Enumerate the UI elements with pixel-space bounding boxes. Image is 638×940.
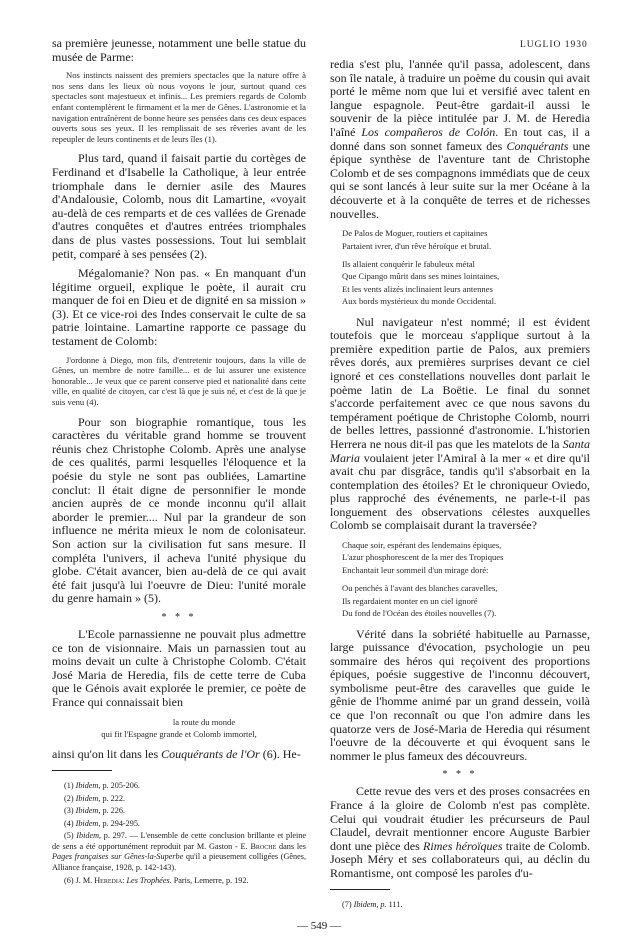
italic-text: Pages françaises sur Gênes-la-Superbe bbox=[52, 852, 184, 862]
text-segment: (5) bbox=[64, 831, 77, 841]
italic-text: Ibidem, p. bbox=[353, 899, 387, 909]
text-segment: , p. 205-206. bbox=[98, 780, 140, 790]
text-segment: ainsi qu'on lit dans les bbox=[52, 747, 162, 762]
footnotes bbox=[52, 781, 306, 886]
footnote bbox=[52, 806, 306, 817]
italic-text: Rimes héroïques bbox=[423, 838, 503, 853]
verse-line: Ou penchés à l'avant des blanches caravelles, bbox=[342, 583, 498, 594]
verse-quote bbox=[342, 539, 590, 619]
text-segment: Nul navigateur n'est nommé; il est évident toutefois que le morceau s'applique surtout à la première expedition partie de Palos, aux premiers rêves dorés, aux premières surprises devant ce ciel ignoré et ces constellations nouvelles dont parlait le poème latin de La Boëtie. Le final du sonnet s'accorde perfaitement avec ce que nous savons du tempérament poétique de Christophe Colomb, nourri de belles lettres, passionné d'astronomie. L'historien Herrera ne nous dit-il pas que les matelots de la bbox=[330, 314, 590, 451]
text-segment: Nos instincts naissent des premiers spectacles que la nature offre à nos sens dans les lieux où nous voyons le jour, surtout quand ces spectacles sont majestueux et infinis... Les premiers regards de Colomb enfant contemplèrent le firmament et la mer de Gênes. L'astronomie et la navigation entraînèrent de bonne heure ses pensées dans ces deux espaces ouverts sous ses yeux. Il les remplissait de ses rêveries avant de les repeupler de leurs continents et de leurs îles (1). bbox=[52, 70, 306, 144]
text-segment: voulaient jeter l'Amiral à la mer « et dire qu'il avait chu par disgrâce, tandis qu'il s'absorbait en la contemplation des étoiles? Et le chroniqueur Oviedo, plus rapproché des événements, ne parle-t-il pas longuement des observations célestes auxquelles Colomb se complaisait durant la traversée? bbox=[330, 450, 590, 533]
text-segment: (6). He- bbox=[259, 747, 301, 762]
italic-text: Ibidem bbox=[75, 793, 99, 803]
verse-line: qui fit l'Espagne grande et Colomb immortel, bbox=[101, 728, 257, 739]
italic-text: Los compañeros de Colón bbox=[361, 124, 496, 139]
text-segment: . Paris, Lemerre, p. 192. bbox=[169, 875, 249, 885]
verse-line: Enchantait leur sommeil d'un mirage doré: bbox=[342, 564, 489, 575]
text-segment: J'ordonne à Diego, mon fils, d'entretenir toujours, dans la ville de Gênes, un membre de notre famille... et de lui assurer une existence honorable... Je veux que ce parent conserve pied et nationalité dans cette ville, en qualité de citoyen, car c'est là que je suis né, et c'est de là que je suis venu (4). bbox=[52, 354, 306, 408]
italic-text: Ibidem bbox=[76, 831, 100, 841]
text-segment: (1) bbox=[64, 780, 76, 790]
verse-line: Partaient ivrer, d'un rêve héroïque et brutal. bbox=[342, 240, 492, 251]
paragraph bbox=[52, 267, 306, 349]
paragraph bbox=[52, 628, 306, 710]
text-segment: Pour son biographie romantique, tous les caractères du véritable grand homme se trouvent réunis chez Christophe Colomb. Après une analyse de ces qualités, parmi lesquelles l'éloquence et la poésie du style ne sont pas oubliées, Lamartine conclut: Il était digne de personnifier le monde ancien auprès de ce monde inconnu qu'il allait aborder le premier.... Nul par la grandeur de son influence ne mérita mieux le nom de colonisateur. Son action sur la civilisation fut sans mesure. Il compléta l'univers, il acheva l'unité physique du globe. C'était avancer, bien au-delà de ce qui avait été fait jusqu'à lui l'oeuvre de Dieu: l'unité morale du genre hamain » (5). bbox=[52, 414, 306, 606]
footnote bbox=[52, 819, 306, 830]
verse-line: L'azur phosphorescent de la mer des Tropiques bbox=[342, 552, 504, 563]
verse-line: Ils allaient conquérir le fabuleux métal bbox=[342, 258, 475, 269]
paragraph bbox=[52, 416, 306, 606]
text-segment: 111. bbox=[386, 899, 403, 909]
footnote-rule bbox=[52, 770, 112, 771]
text-segment: Cette revue des vers et des proses consacrées en France á la gloire de Colomb n'est pas complète. Celui qui voudrait étudier les précurseurs de Paul Claudel, devrait mentionner encore Auguste Barbier dont une pièce des bbox=[330, 784, 590, 853]
right-column bbox=[330, 37, 590, 912]
paragraph bbox=[52, 37, 306, 64]
verse-line: Et les vents alizés inclinaient leurs antennes bbox=[342, 283, 493, 294]
verse-line: De Palos de Moguer, routiers et capitaines bbox=[342, 228, 488, 239]
verse-line: Que Cipango mûrit dans ses mines lointaines, bbox=[342, 271, 500, 282]
text-segment: une épique synthèse de l'aventure tant de Christophe Colomb et de ses compagnons immédiats que de ceux qui se sont lancés à leur suite sur la mer Océane à la découverte et à la conquête de terres et de richesses nouvelles. bbox=[330, 138, 590, 221]
text-segment: dans les bbox=[276, 841, 306, 851]
paragraph bbox=[330, 316, 590, 534]
left-column bbox=[52, 37, 306, 888]
paragraph bbox=[330, 628, 590, 764]
text-segment: , p. 222. bbox=[98, 793, 125, 803]
verse-line: Ils regardaient monter en un ciel ignoré bbox=[342, 595, 478, 606]
text-segment: traite de Colomb. Joseph Méry et ses collaborateurs qui, au déclin du Romantisme, ont composé les paroles d'u- bbox=[330, 838, 590, 880]
italic-text: Conquérants bbox=[506, 138, 569, 153]
text-segment: , p. 294-295. bbox=[98, 818, 140, 828]
text-segment: (2) bbox=[64, 793, 76, 803]
text-segment: Vérité dans la sobriété habituelle au Parnasse, large puissance d'évocation, psychologie un peu sommaire des héros qui reçoivent des proportions épiques, poésie suggestive de l'inconnu découvert, symbolisme peut-être des caravelles que guide le gênie de l'homme animé par un grand dessein, voilà ce que l'on reconnaît ou que l'on admire dans les quatorze vers de José-Maria de Heredia qui résument l'oeuvre de la découverte et qui évoquent sans le nommer le plus fameux des découvreurs. bbox=[330, 626, 590, 763]
italic-text: Ibidem bbox=[75, 818, 99, 828]
author-name: Broche bbox=[250, 841, 277, 851]
text-segment: Plus tard, quand il faisait partie du cortèges de Ferdinand et d'Isabelle la Catholique, à leur entrée triomphale dans le dernier asile des Maures d'Andalousie, Colomb, nous dit Lamartine, «voyait au-delà de ces remparts et de ces vallées de Grenade d'autres conquêtes et d'autres entrées triomphales dans de plus vastes possessions. Tout lui semblait petit, comparé à ses pensées (2). bbox=[52, 151, 306, 261]
italic-text: Couquérants de l'Or bbox=[161, 747, 260, 762]
text-segment: . En tout cas, il a donné dans son sonnet fameux des bbox=[330, 124, 590, 153]
running-header: LUGLIO 1930 bbox=[520, 40, 588, 50]
section-break: * * * bbox=[442, 769, 478, 781]
text-segment: qu'il a pieusement colligées (Gênes, Alliance française, 1928, p. 142-143). bbox=[52, 852, 307, 873]
footnote bbox=[52, 876, 306, 887]
text-segment: redia s'est plu, l'année qu'il passa, adolescent, dans son île natale, à traduire un poème du cousin qui avait porté le même nom que lui et versifié avec talent en langue espagnole. Peut-être gardait-il aussi le souvenir de la pièce intitulée par J. M. de Heredia l'aîné bbox=[330, 57, 590, 139]
text-segment: (6) J. M. bbox=[64, 875, 95, 885]
page-number: — 549 — bbox=[297, 920, 341, 933]
section-break: * * * bbox=[161, 611, 197, 623]
block-quote bbox=[52, 355, 306, 408]
italic-text: Ibidem bbox=[75, 780, 99, 790]
footnote bbox=[330, 900, 590, 911]
italic-text: Ibidem bbox=[75, 806, 99, 816]
block-quote bbox=[52, 70, 306, 144]
footnote bbox=[52, 831, 306, 873]
footnotes bbox=[330, 900, 590, 911]
paragraph bbox=[330, 785, 590, 880]
verse-quote bbox=[342, 227, 590, 307]
text-segment: (7) bbox=[342, 899, 354, 909]
author-name: Heredia bbox=[94, 875, 123, 885]
verse-quote bbox=[52, 716, 306, 741]
footnote bbox=[52, 781, 306, 792]
text-segment: (4) bbox=[64, 818, 76, 828]
italic-text: Les Trophées bbox=[126, 875, 170, 885]
text-segment: sa première jeunesse, notamment une belle statue du musée de Parme: bbox=[52, 36, 306, 64]
verse-line: la route du monde bbox=[172, 716, 236, 727]
footnote-rule bbox=[330, 889, 390, 890]
verse-line: Du fond de l'Océan des étoiles nouvelles (7). bbox=[342, 608, 497, 619]
paragraph bbox=[52, 748, 306, 762]
paragraph bbox=[330, 58, 590, 221]
text-segment: (3) bbox=[64, 806, 76, 816]
text-segment: L'Ecole parnassienne ne pouvait plus admettre ce ton de visionnaire. Mais un parnassien tout au moins devait un culte à Christophe Colomb. C'était José Maria de Heredia, fils de cette terre de Cuba que le Génois avait explorée le premier, ce poète de France qui connaissait bien bbox=[52, 626, 306, 709]
text-segment: , p. 297. — L'ensemble de cette conclusion brillante et pleine de sens a été opportunément reproduit par M. Gaston - E. bbox=[52, 831, 307, 851]
text-segment: : bbox=[122, 875, 127, 885]
text-segment: , p. 226. bbox=[98, 806, 125, 816]
verse-line: Chaque soir, espérant des lendemains épiques, bbox=[342, 540, 502, 551]
footnote bbox=[52, 794, 306, 805]
paragraph bbox=[52, 152, 306, 261]
italic-text: Santa Maria bbox=[330, 436, 590, 465]
text-segment: Mégalomanie? Non pas. « En manquant d'un légitime orgueil, explique le poète, il aurait cru manquer de foi en Dieu et de dignité en sa mission » (3). Et ce vice-roi des Indes conservait le culte de sa patrie lointaine. Lamartine rapporte ce passage du testament de Colomb: bbox=[52, 266, 306, 349]
verse-line: Aux bords mystérieux du monde Occidental. bbox=[342, 296, 497, 307]
